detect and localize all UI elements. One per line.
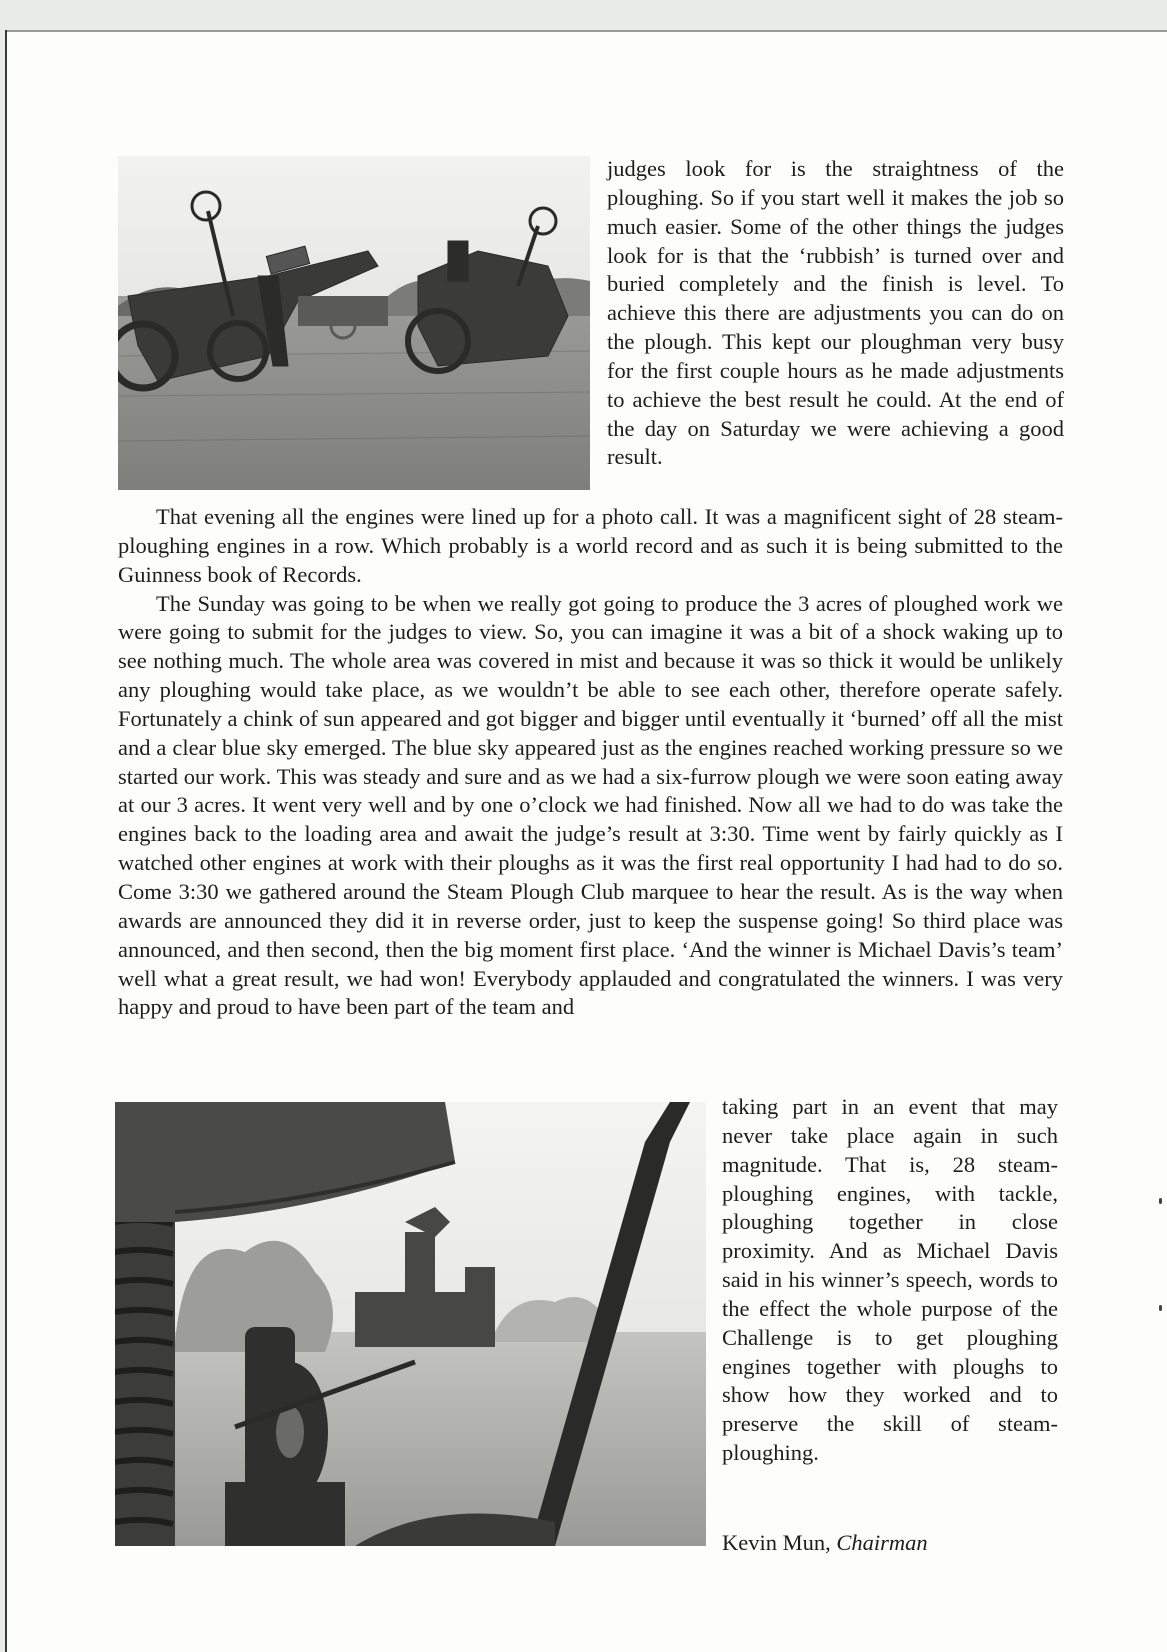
ploughs-in-field-photo: [118, 156, 590, 490]
paragraph-conclusion: taking part in an event that may never take place again in such magnitude. That is, 28 steam-ploughing engines, with tackle, ploughing together in close proximity. And as Michael Davis said in his winner’s speech, words to the effect the whole purpose of the Challenge is to get ploughing engines together with ploughs to show how they worked and to preserve the skill of steam-ploughing.: [722, 1094, 1058, 1466]
text-full-width: [118, 503, 1063, 1022]
text-column-top-right: [607, 155, 1064, 472]
author-signature: [722, 1528, 928, 1557]
cable-drum-and-pulley-photo: [115, 1102, 706, 1546]
scan-mark: [1159, 1198, 1162, 1204]
text-column-bottom-right: [722, 1093, 1058, 1468]
paragraph-sunday: The Sunday was going to be when we really got going to produce the 3 acres of ploughed work we were going to submit for the judges to view. So, you can imagine it was a bit of a shock waking up to see nothing much. The whole area was covered in mist and because it was so thick it would be unlikely any ploughing would take place, as we wouldn’t be able to see each other, therefore operate safely. Fortunately a chink of sun appeared and got bigger and bigger until eventually it ‘burned’ off all the mist and a clear blue sky emerged. The blue sky appeared just as the engines reached working pressure so we started our work. This was steady and sure and as we had a six-furrow plough we were soon eating away at our 3 acres. It went very well and by one o’clock we had finished. Now all we had to do was take the engines back to the loading area and await the judge’s result at 3:30. Time went by fairly quickly as I watched other engines at work with their ploughs as it was the first real opportunity I had had to do so. Come 3:30 we gathered around the Steam Plough Club marquee to hear the result. As is the way when awards are announced they did it in reverse order, just to keep the suspense going! So third place was announced, and then second, then the big moment first place. ‘And the winner is Michael Davis’s team’ well what a great result, we had won! Everybody applauded and congratulated the winners. I was very happy and proud to have been part of the team and: [118, 590, 1063, 1020]
author-name: Kevin Mun,: [722, 1530, 837, 1555]
scan-mark: [1159, 1305, 1162, 1311]
author-title: Chairman: [836, 1530, 928, 1555]
paragraph-judges: judges look for is the straightness of the ploughing. So if you start well it makes the job so much easier. Some of the other things the judges look for is that the ‘rubbish’ is turned over and buried completely and the finish is level. To achieve this there are adjustments you can do on the plough. This kept our ploughman very busy for the first couple hours as he made adjustments to achieve the best result he could. At the end of the day on Saturday we were achieving a good result.: [607, 156, 1064, 470]
paragraph-photo-call: That evening all the engines were lined up for a photo call. It was a magnificent sight of 28 steam-ploughing engines in a row. Which probably is a world record and as such it is being submitted to the Guinness book of Records.: [118, 504, 1063, 587]
